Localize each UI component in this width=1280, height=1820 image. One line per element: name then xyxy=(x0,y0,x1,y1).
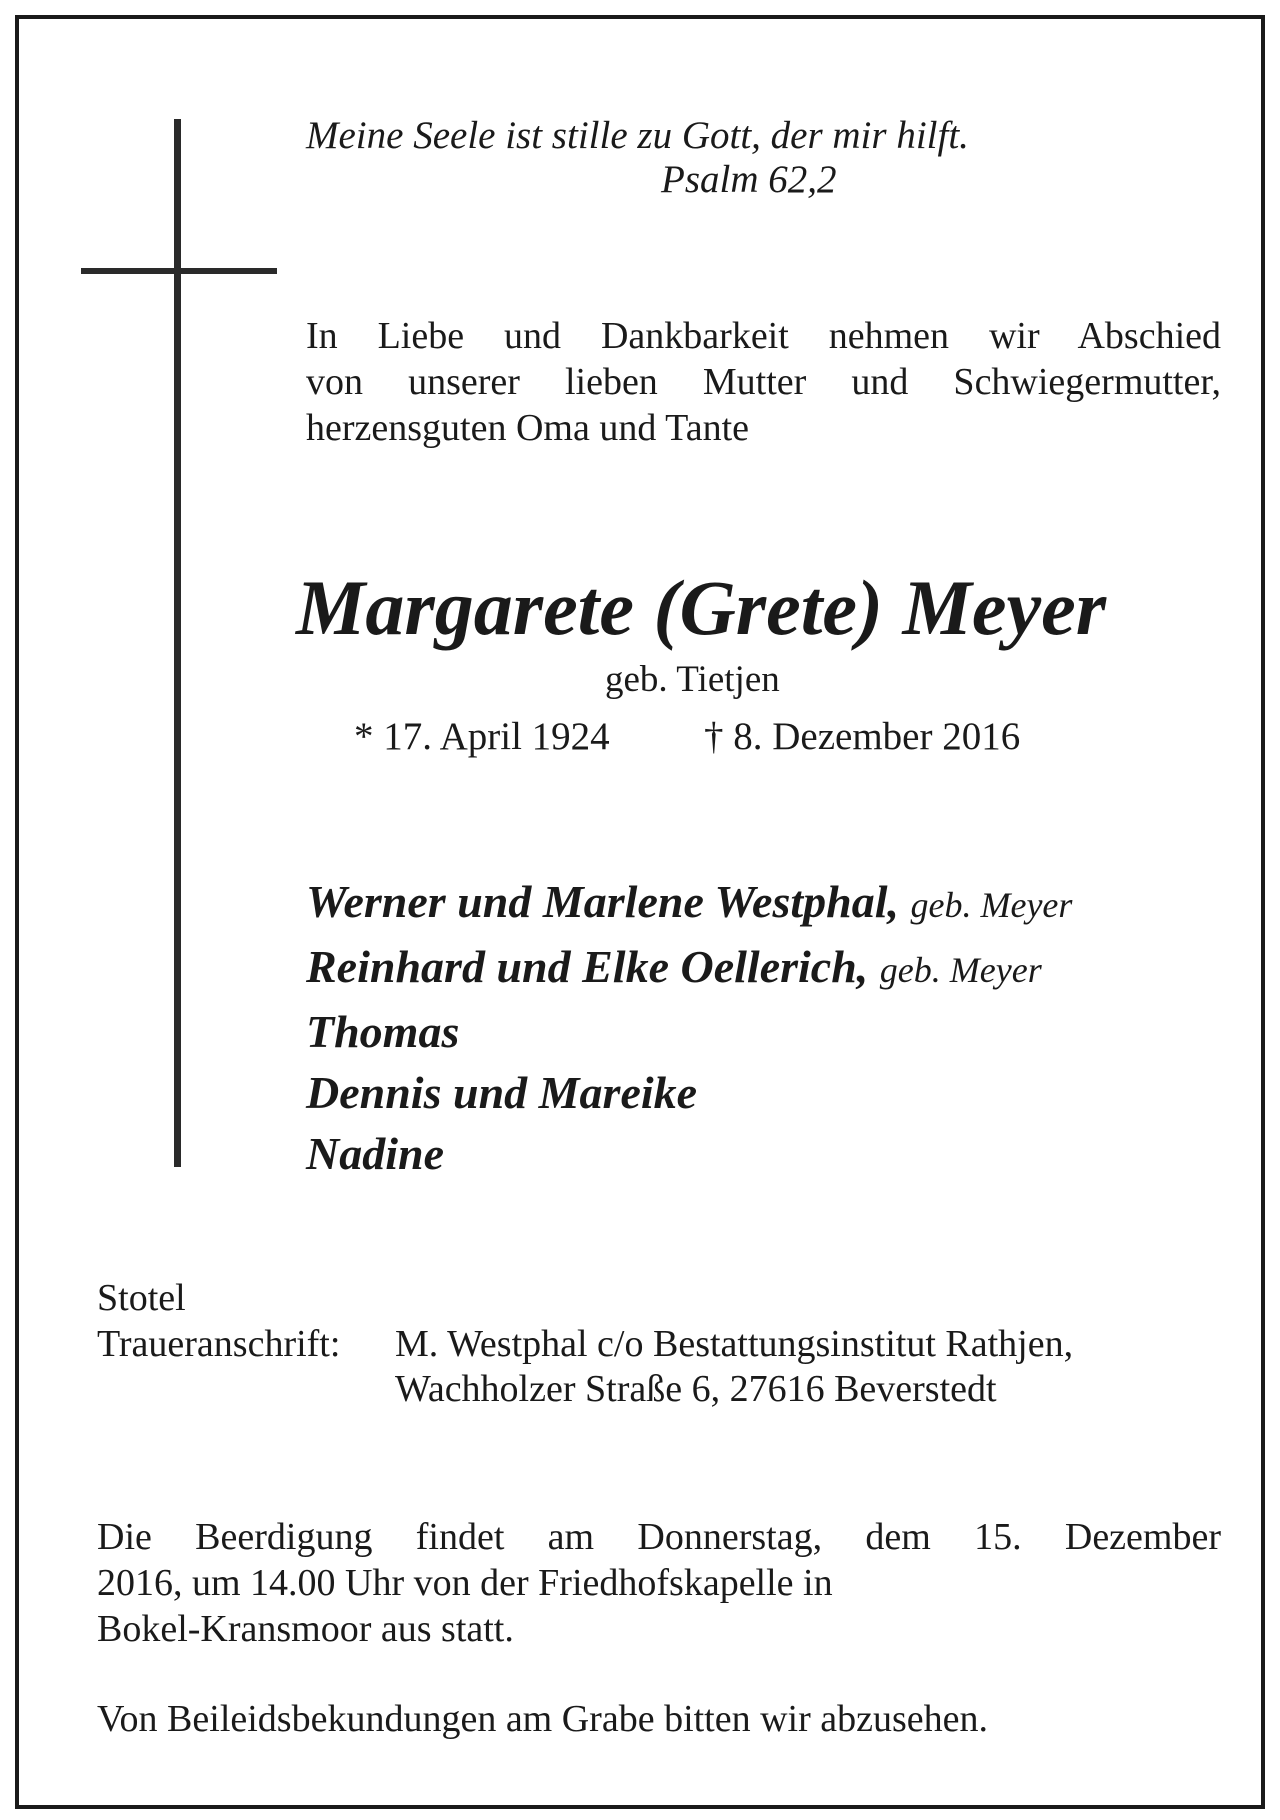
condolence-note: Von Beileidsbekundungen am Grabe bitten wir abzusehen. xyxy=(97,1698,989,1740)
deceased-name: Margarete (Grete) Meyer xyxy=(296,564,1107,651)
funeral-line: Die Beerdigung findet am Donnerstag, dem 15. Dezember xyxy=(97,1516,1221,1558)
intro-line: In Liebe und Dankbarkeit nehmen wir Abschied xyxy=(306,315,1221,357)
motto-verse: Meine Seele ist stille zu Gott, der mir hilft. xyxy=(306,114,969,157)
family-member xyxy=(306,1123,1072,1184)
address-line: M. Westphal c/o Bestattungsinstitut Rathjen, xyxy=(395,1323,1074,1365)
funeral-notice xyxy=(97,1514,1221,1652)
family-member xyxy=(306,1001,1072,1062)
family-member-note: geb. Meyer xyxy=(910,885,1073,925)
family-member-names: Dennis und Mareike xyxy=(306,1067,698,1118)
family-member-names: Werner und Marlene Westphal, xyxy=(306,876,899,927)
address-line: Wachholzer Straße 6, 27616 Beverstedt xyxy=(395,1368,997,1410)
death-date: † 8. Dezember 2016 xyxy=(704,715,1021,758)
family-member xyxy=(306,871,1072,936)
obituary-frame xyxy=(15,15,1265,1809)
family-member-names: Thomas xyxy=(306,1006,460,1057)
intro-line: herzensguten Oma und Tante xyxy=(306,407,749,449)
intro-text xyxy=(306,313,1221,451)
funeral-line: Bokel-Kransmoor aus statt. xyxy=(97,1608,514,1650)
cross-icon-crossbar xyxy=(81,268,277,274)
intro-line: von unserer lieben Mutter und Schwiegermutter, xyxy=(306,361,1221,403)
birth-name: geb. Tietjen xyxy=(605,659,780,700)
family-member-note: geb. Meyer xyxy=(879,950,1042,990)
family-list xyxy=(306,871,1072,1184)
family-member-names: Nadine xyxy=(306,1128,444,1179)
funeral-line: 2016, um 14.00 Uhr von der Friedhofskapelle in xyxy=(97,1562,833,1604)
address-label: Traueranschrift: xyxy=(97,1323,341,1365)
family-member-names: Reinhard und Elke Oellerich, xyxy=(306,941,869,992)
cross-icon xyxy=(174,119,181,1167)
family-member xyxy=(306,936,1072,1001)
birth-date: * 17. April 1924 xyxy=(354,715,610,758)
location: Stotel xyxy=(97,1277,186,1319)
family-member xyxy=(306,1062,1072,1123)
motto-reference: Psalm 62,2 xyxy=(661,158,837,201)
